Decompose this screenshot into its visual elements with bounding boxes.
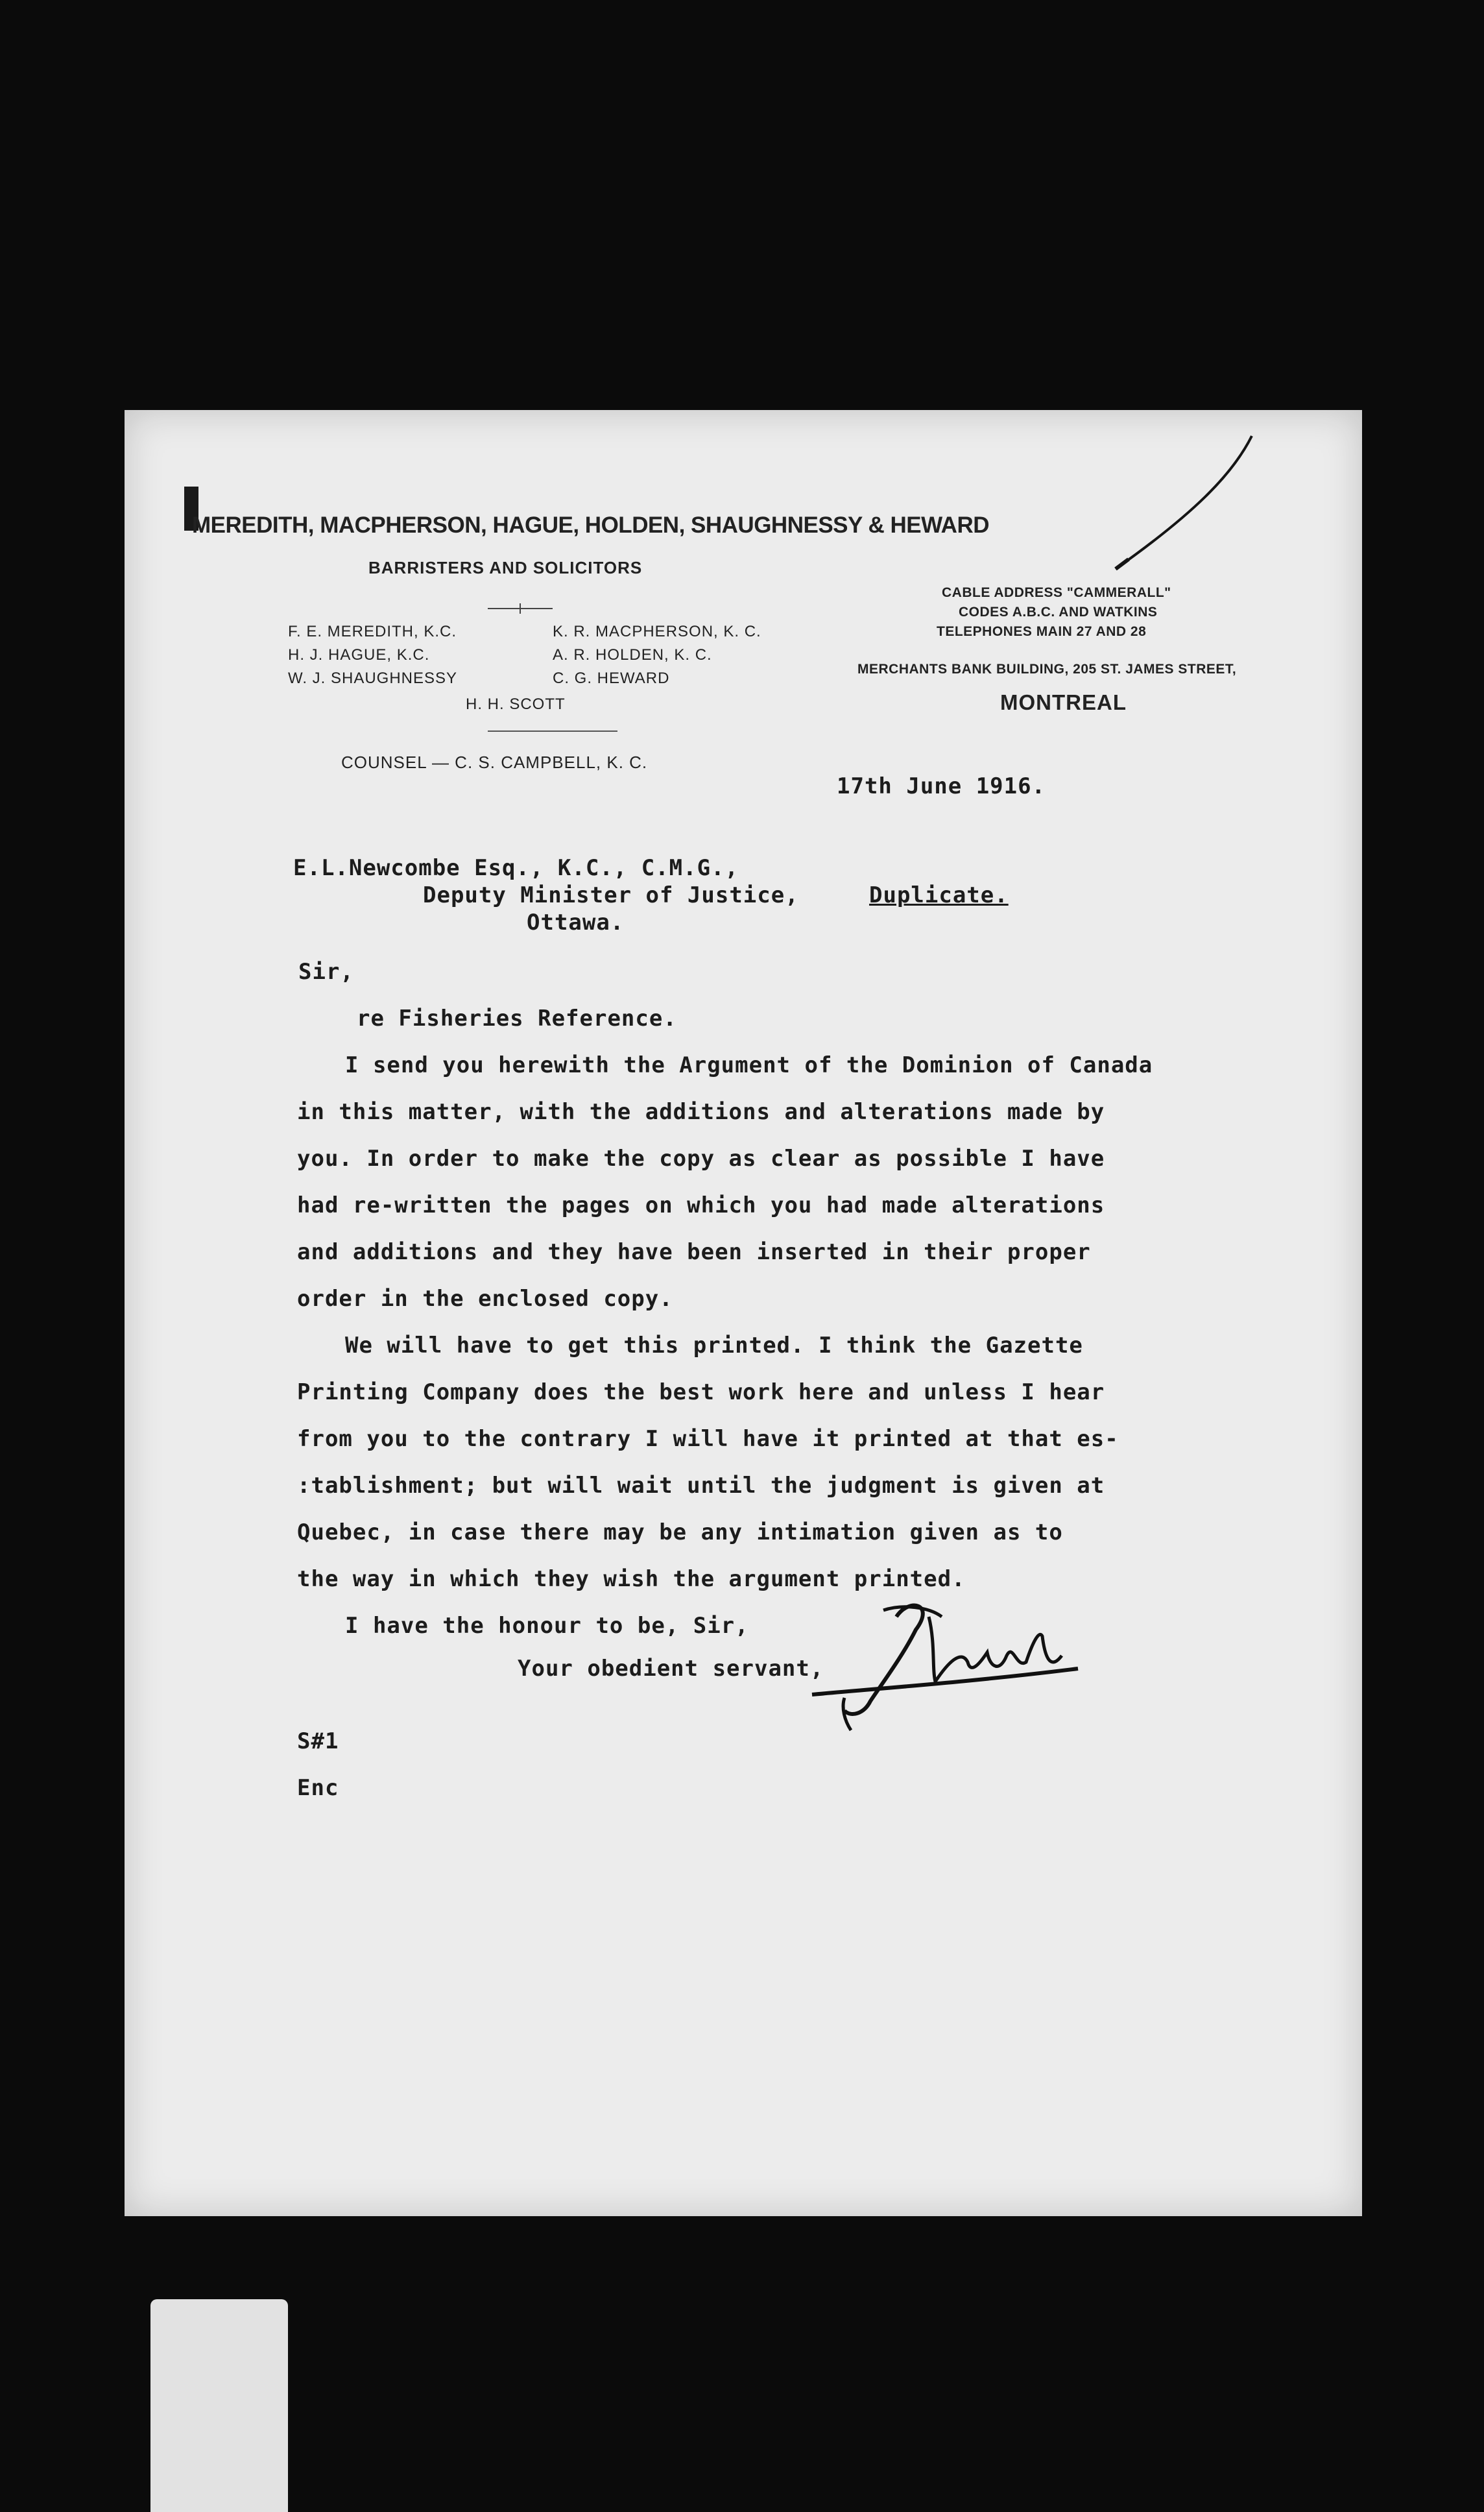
body-line: I send you herewith the Argument of the Dominion of Canada bbox=[345, 1052, 1153, 1078]
telephones-line: TELEPHONES MAIN 27 AND 28 bbox=[937, 624, 1147, 639]
counsel-line: COUNSEL — C. S. CAMPBELL, K. C. bbox=[341, 753, 648, 772]
firm-subtitle: BARRISTERS AND SOLICITORS bbox=[368, 558, 643, 577]
building-address: MERCHANTS BANK BUILDING, 205 ST. JAMES STREET, bbox=[857, 662, 1237, 677]
firm-name: MEREDITH, MACPHERSON, HAGUE, HOLDEN, SHAUGHNESSY & HEWARD bbox=[192, 513, 990, 538]
letter-page bbox=[125, 410, 1362, 2216]
body-line: had re-written the pages on which you had made alterations bbox=[297, 1192, 1105, 1218]
duplicate-label: Duplicate. bbox=[869, 882, 1009, 908]
partner-left-2: H. J. HAGUE, K.C. bbox=[288, 646, 430, 664]
salutation: Sir, bbox=[298, 959, 354, 985]
body-line: Quebec, in case there may be any intimation given as to bbox=[297, 1519, 1063, 1545]
body-line: from you to the contrary I will have it printed at that es- bbox=[297, 1426, 1119, 1452]
signature bbox=[806, 1591, 1130, 1740]
body-line: We will have to get this printed. I think the Gazette bbox=[345, 1333, 1083, 1359]
partner-right-3: C. G. HEWARD bbox=[553, 670, 670, 687]
cable-address: CABLE ADDRESS "CAMMERALL" bbox=[942, 585, 1171, 600]
address-line-2: Deputy Minister of Justice, bbox=[423, 882, 799, 908]
partner-center: H. H. SCOTT bbox=[466, 695, 566, 713]
body-line: and additions and they have been inserted in their proper bbox=[297, 1239, 1091, 1265]
body-line: Printing Company does the best work here and unless I hear bbox=[297, 1379, 1105, 1405]
closing-line-1: I have the honour to be, Sir, bbox=[345, 1613, 749, 1639]
body-line: in this matter, with the additions and alterations made by bbox=[297, 1099, 1105, 1125]
city: MONTREAL bbox=[1000, 690, 1127, 714]
address-line-1: E.L.Newcombe Esq., K.C., C.M.G., bbox=[293, 855, 739, 881]
body-line: :tablishment; but will wait until the judgment is given at bbox=[297, 1473, 1105, 1499]
reference-initials: S#1 bbox=[297, 1728, 339, 1754]
letter-date: 17th June 1916. bbox=[837, 773, 1046, 799]
partner-left-1: F. E. MEREDITH, K.C. bbox=[288, 623, 457, 640]
partner-left-3: W. J. SHAUGHNESSY bbox=[288, 670, 458, 687]
body-line: order in the enclosed copy. bbox=[297, 1286, 673, 1312]
codes-line: CODES A.B.C. AND WATKINS bbox=[959, 605, 1158, 620]
subject-line: re Fisheries Reference. bbox=[357, 1006, 677, 1032]
divider bbox=[488, 731, 617, 732]
partner-right-1: K. R. MACPHERSON, K. C. bbox=[553, 623, 761, 640]
paper-stub bbox=[150, 2299, 288, 2512]
body-line: the way in which they wish the argument printed. bbox=[297, 1566, 966, 1592]
closing-line-2: Your obedient servant, bbox=[518, 1656, 824, 1682]
address-line-3: Ottawa. bbox=[527, 910, 625, 936]
body-line: you. In order to make the copy as clear as possible I have bbox=[297, 1146, 1105, 1172]
partner-right-2: A. R. HOLDEN, K. C. bbox=[553, 646, 712, 664]
pen-stroke-mark bbox=[1090, 429, 1258, 579]
enclosure-note: Enc bbox=[297, 1775, 339, 1801]
letterhead-ornament bbox=[488, 602, 553, 615]
